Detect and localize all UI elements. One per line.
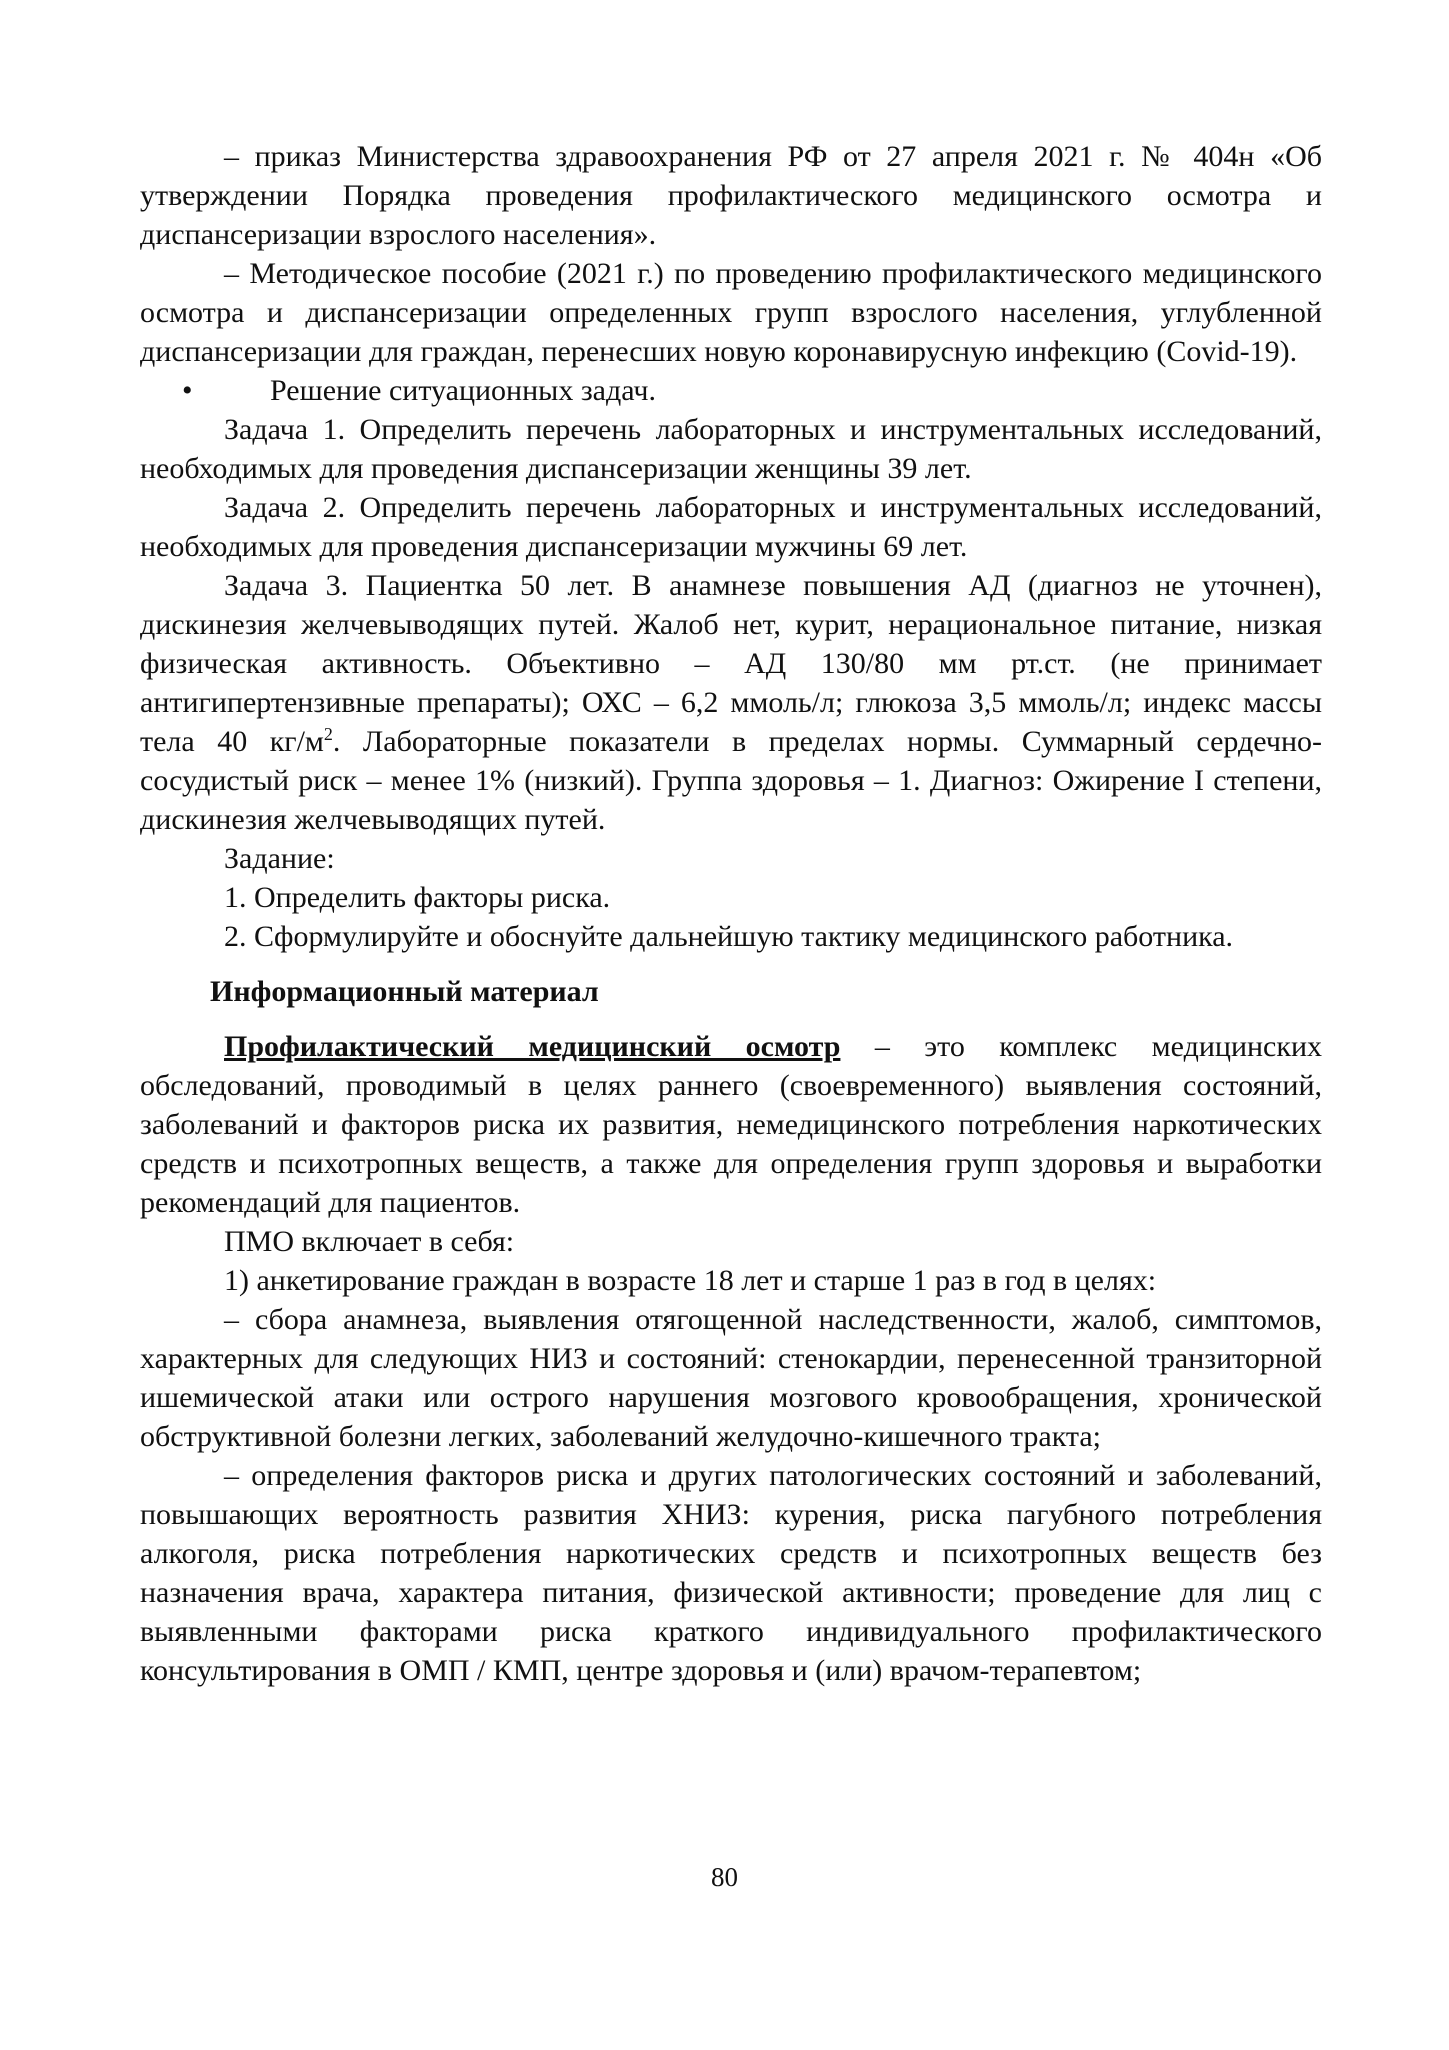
- task-1: Задача 1. Определить перечень лабораторных и инструментальных исследований, необходимых для проведения диспансеризации женщины 39 лет.: [140, 413, 1322, 485]
- assignment-item-2: 2. Сформулируйте и обоснуйте дальнейшую тактику медицинского работника.: [224, 920, 1234, 953]
- page-number: 80: [711, 1862, 738, 1892]
- superscript-2: 2: [323, 724, 333, 744]
- order-reference: – приказ Министерства здравоохранения РФ от 27 апреля 2021 г. № 404н «Об утверждении Порядка проведения профилактического медицинского осмотра и диспансеризации взрослого населения».: [140, 140, 1322, 251]
- survey-subitem-1: – сбора анамнеза, выявления отягощенной наследственности, жалоб, симптомов, характерных для следующих НИЗ и состояний: стенокардии, перенесенной транзиторной ишемической атаки или острого нарушения мозгового кровообращения, хронической обструктивной болезни легких, заболеваний желудочно-кишечного тракта;: [140, 1303, 1322, 1453]
- pmo-definition-text: – это комплекс медицинских обследований, проводимый в целях раннего (своевременного) выявления состояний, заболеваний и факторов риска их развития, немедицинского потребления наркотических средств и психотропных веществ, а также для определения групп здоровья и выработки рекомендаций для пациентов.: [140, 1030, 1323, 1219]
- task-3-text-part1: Задача 3. Пациентка 50 лет. В анамнезе повышения АД (диагноз не уточнен), дискинезия желчевыводящих путей. Жалоб нет, курит, нерациональное питание, низкая физическая активность. Объективно – АД 130/80 мм рт.ст. (не принимает антигипертензивные препараты); ОХС – 6,2 ммоль/л; глюкоза 3,5 ммоль/л; индекс массы тела 40 кг/м: [140, 569, 1322, 758]
- info-heading: Информационный материал: [210, 975, 599, 1008]
- bullet-item: [140, 371, 1322, 410]
- pmo-term: Профилактический медицинский осмотр: [224, 1030, 841, 1063]
- survey-subitem-2: – определения факторов риска и других патологических состояний и заболеваний, повышающих вероятность развития ХНИЗ: курения, риска пагубного потребления алкоголя, риска потребления наркотических средств и психотропных веществ без назначения врача, характера питания, физической активности; проведение для лиц с выявленными факторами риска краткого индивидуального профилактического консультирования в ОМП / КМП, центре здоровья и (или) врачом-терапевтом;: [140, 1459, 1322, 1687]
- pmo-includes: ПМО включает в себя:: [224, 1225, 515, 1258]
- pmo-definition: [140, 1027, 1322, 1222]
- bullet-icon: •: [182, 374, 193, 407]
- task-3-text-part2: . Лабораторные показатели в пределах нормы. Суммарный сердечно-сосудистый риск – менее 1% (низкий). Группа здоровья – 1. Диагноз: Ожирение I степени, дискинезия желчевыводящих путей.: [140, 725, 1322, 836]
- task-2: Задача 2. Определить перечень лабораторных и инструментальных исследований, необходимых для проведения диспансеризации мужчины 69 лет.: [140, 491, 1322, 563]
- manual-reference: – Методическое пособие (2021 г.) по проведению профилактического медицинского осмотра и диспансеризации определенных групп взрослого населения, углубленной диспансеризации для граждан, перенесших новую коронавирусную инфекцию (Covid-19).: [140, 257, 1322, 368]
- assignment-item-1: 1. Определить факторы риска.: [224, 881, 611, 914]
- page-content: [140, 137, 1322, 1690]
- bullet-text: Решение ситуационных задач.: [270, 374, 656, 407]
- assignment-label: Задание:: [224, 842, 335, 875]
- survey-item: 1) анкетирование граждан в возрасте 18 лет и старше 1 раз в год в целях:: [224, 1264, 1157, 1297]
- task-3: [140, 566, 1322, 839]
